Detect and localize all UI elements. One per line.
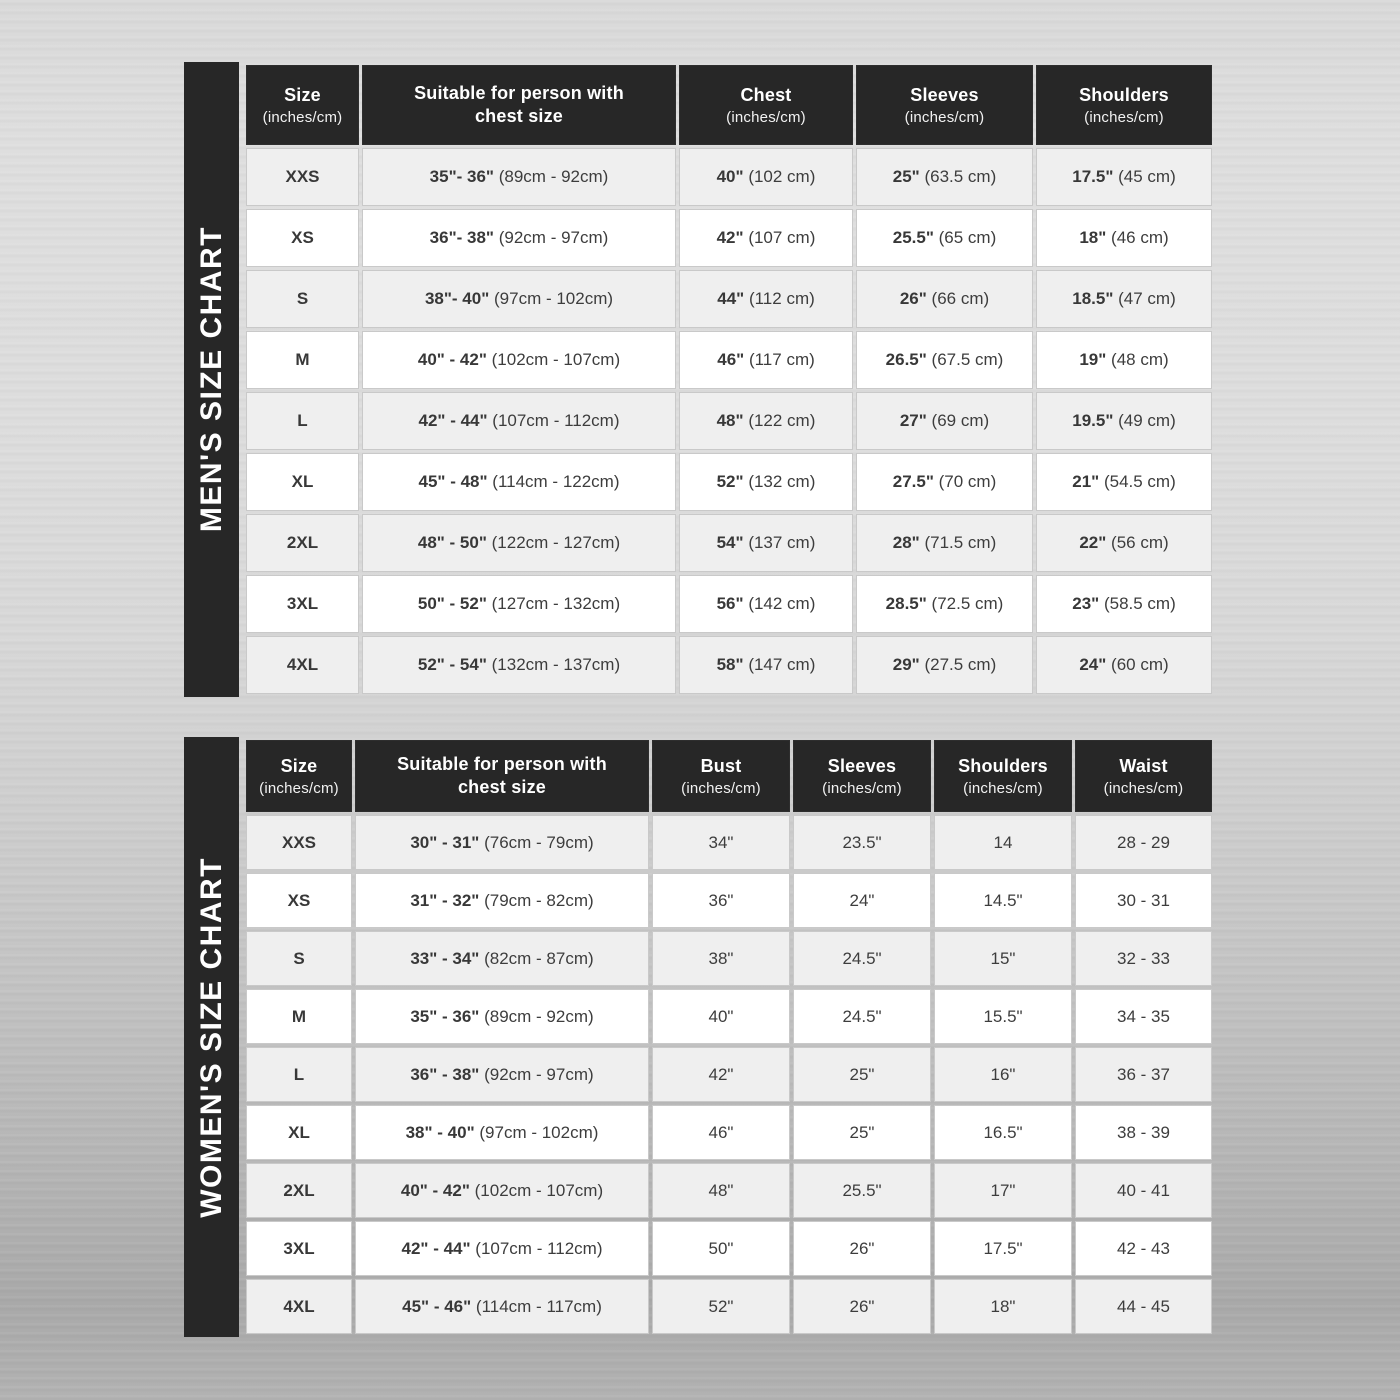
table-row bbox=[246, 636, 1212, 694]
value-cell: 44 - 45 bbox=[1075, 1279, 1212, 1334]
value-cell: 14.5" bbox=[934, 873, 1072, 928]
table-row bbox=[246, 1047, 1212, 1102]
value-cell: 52" bbox=[652, 1279, 790, 1334]
column-label: Suitable for person with chest size bbox=[414, 82, 624, 126]
value-cell: 23.5" bbox=[793, 815, 931, 870]
column-sublabel: (inches/cm) bbox=[681, 779, 761, 797]
value-cell: 38 - 39 bbox=[1075, 1105, 1212, 1160]
value-cell: 48" - 50" (122cm - 127cm) bbox=[362, 514, 676, 572]
value-cell: 42" - 44" (107cm - 112cm) bbox=[355, 1221, 649, 1276]
column-header bbox=[679, 65, 853, 145]
value-cell: 38" bbox=[652, 931, 790, 986]
table-row bbox=[246, 989, 1212, 1044]
value-cell: 28.5" (72.5 cm) bbox=[856, 575, 1033, 633]
value-cell: 40" - 42" (102cm - 107cm) bbox=[362, 331, 676, 389]
value-cell: 31" - 32" (79cm - 82cm) bbox=[355, 873, 649, 928]
value-cell: 25" (63.5 cm) bbox=[856, 148, 1033, 206]
value-cell: 15.5" bbox=[934, 989, 1072, 1044]
column-header bbox=[355, 740, 649, 812]
value-cell: 26" (66 cm) bbox=[856, 270, 1033, 328]
mens-size-chart-section bbox=[184, 62, 1215, 697]
column-header bbox=[856, 65, 1033, 145]
value-cell: 25" bbox=[793, 1047, 931, 1102]
column-label: Shoulders bbox=[958, 756, 1048, 777]
size-cell: M bbox=[246, 331, 359, 389]
value-cell: 19.5" (49 cm) bbox=[1036, 392, 1212, 450]
table-row bbox=[246, 514, 1212, 572]
value-cell: 18.5" (47 cm) bbox=[1036, 270, 1212, 328]
mens-table-body bbox=[246, 148, 1212, 694]
mens-size-table bbox=[243, 62, 1215, 697]
table-row bbox=[246, 873, 1212, 928]
size-cell: L bbox=[246, 392, 359, 450]
column-header bbox=[362, 65, 676, 145]
value-cell: 24" bbox=[793, 873, 931, 928]
table-row bbox=[246, 270, 1212, 328]
value-cell: 36" bbox=[652, 873, 790, 928]
value-cell: 48" (122 cm) bbox=[679, 392, 853, 450]
table-row bbox=[246, 575, 1212, 633]
value-cell: 24" (60 cm) bbox=[1036, 636, 1212, 694]
size-cell: S bbox=[246, 931, 352, 986]
value-cell: 26" bbox=[793, 1221, 931, 1276]
value-cell: 40" (102 cm) bbox=[679, 148, 853, 206]
value-cell: 38" - 40" (97cm - 102cm) bbox=[355, 1105, 649, 1160]
womens-chart-side-label bbox=[184, 737, 239, 1337]
value-cell: 54" (137 cm) bbox=[679, 514, 853, 572]
column-sublabel: (inches/cm) bbox=[259, 779, 339, 797]
value-cell: 36 - 37 bbox=[1075, 1047, 1212, 1102]
mens-chart-title: MEN'S SIZE CHART bbox=[194, 226, 228, 533]
value-cell: 14 bbox=[934, 815, 1072, 870]
value-cell: 17" bbox=[934, 1163, 1072, 1218]
column-header bbox=[793, 740, 931, 812]
column-label: Waist bbox=[1119, 756, 1168, 777]
size-cell: XL bbox=[246, 1105, 352, 1160]
column-sublabel: (inches/cm) bbox=[726, 108, 806, 126]
value-cell: 34" bbox=[652, 815, 790, 870]
value-cell: 50" bbox=[652, 1221, 790, 1276]
value-cell: 45" - 46" (114cm - 117cm) bbox=[355, 1279, 649, 1334]
value-cell: 15" bbox=[934, 931, 1072, 986]
value-cell: 33" - 34" (82cm - 87cm) bbox=[355, 931, 649, 986]
column-sublabel: (inches/cm) bbox=[262, 108, 343, 126]
column-sublabel: (inches/cm) bbox=[822, 779, 902, 797]
value-cell: 17.5" (45 cm) bbox=[1036, 148, 1212, 206]
value-cell: 52" (132 cm) bbox=[679, 453, 853, 511]
column-header bbox=[934, 740, 1072, 812]
value-cell: 58" (147 cm) bbox=[679, 636, 853, 694]
size-cell: S bbox=[246, 270, 359, 328]
value-cell: 42 - 43 bbox=[1075, 1221, 1212, 1276]
column-header bbox=[246, 65, 359, 145]
value-cell: 24.5" bbox=[793, 989, 931, 1044]
column-label: Size bbox=[284, 85, 321, 106]
column-sublabel: (inches/cm) bbox=[1084, 108, 1164, 126]
value-cell: 26" bbox=[793, 1279, 931, 1334]
column-label: Sleeves bbox=[910, 85, 979, 106]
value-cell: 30" - 31" (76cm - 79cm) bbox=[355, 815, 649, 870]
value-cell: 40" bbox=[652, 989, 790, 1044]
value-cell: 23" (58.5 cm) bbox=[1036, 575, 1212, 633]
size-cell: XS bbox=[246, 209, 359, 267]
value-cell: 28" (71.5 cm) bbox=[856, 514, 1033, 572]
mens-table-header bbox=[246, 65, 1212, 145]
value-cell: 34 - 35 bbox=[1075, 989, 1212, 1044]
table-row bbox=[246, 1105, 1212, 1160]
value-cell: 27.5" (70 cm) bbox=[856, 453, 1033, 511]
table-row bbox=[246, 392, 1212, 450]
value-cell: 25.5" (65 cm) bbox=[856, 209, 1033, 267]
size-cell: XXS bbox=[246, 148, 359, 206]
column-label: Bust bbox=[700, 756, 742, 777]
value-cell: 46" bbox=[652, 1105, 790, 1160]
value-cell: 46" (117 cm) bbox=[679, 331, 853, 389]
size-cell: M bbox=[246, 989, 352, 1044]
value-cell: 50" - 52" (127cm - 132cm) bbox=[362, 575, 676, 633]
value-cell: 16" bbox=[934, 1047, 1072, 1102]
value-cell: 35" - 36" (89cm - 92cm) bbox=[355, 989, 649, 1044]
size-cell: 3XL bbox=[246, 1221, 352, 1276]
value-cell: 42" (107 cm) bbox=[679, 209, 853, 267]
value-cell: 26.5" (67.5 cm) bbox=[856, 331, 1033, 389]
column-label: Shoulders bbox=[1079, 85, 1169, 106]
size-cell: 3XL bbox=[246, 575, 359, 633]
value-cell: 36"- 38" (92cm - 97cm) bbox=[362, 209, 676, 267]
size-cell: L bbox=[246, 1047, 352, 1102]
womens-table-header bbox=[246, 740, 1212, 812]
size-cell: XXS bbox=[246, 815, 352, 870]
value-cell: 48" bbox=[652, 1163, 790, 1218]
value-cell: 28 - 29 bbox=[1075, 815, 1212, 870]
size-cell: XL bbox=[246, 453, 359, 511]
size-cell: 4XL bbox=[246, 1279, 352, 1334]
size-cell: XS bbox=[246, 873, 352, 928]
value-cell: 25.5" bbox=[793, 1163, 931, 1218]
value-cell: 24.5" bbox=[793, 931, 931, 986]
womens-size-table bbox=[243, 737, 1215, 1337]
header-row bbox=[246, 740, 1212, 812]
value-cell: 17.5" bbox=[934, 1221, 1072, 1276]
table-row bbox=[246, 331, 1212, 389]
size-cell: 4XL bbox=[246, 636, 359, 694]
value-cell: 29" (27.5 cm) bbox=[856, 636, 1033, 694]
column-label: Chest bbox=[740, 85, 792, 106]
value-cell: 30 - 31 bbox=[1075, 873, 1212, 928]
mens-chart-side-label bbox=[184, 62, 239, 697]
table-row bbox=[246, 209, 1212, 267]
womens-chart-title: WOMEN'S SIZE CHART bbox=[194, 856, 228, 1218]
value-cell: 18" bbox=[934, 1279, 1072, 1334]
value-cell: 35"- 36" (89cm - 92cm) bbox=[362, 148, 676, 206]
column-header bbox=[1075, 740, 1212, 812]
value-cell: 44" (112 cm) bbox=[679, 270, 853, 328]
womens-table-body bbox=[246, 815, 1212, 1334]
column-sublabel: (inches/cm) bbox=[963, 779, 1043, 797]
value-cell: 25" bbox=[793, 1105, 931, 1160]
table-row bbox=[246, 1279, 1212, 1334]
value-cell: 16.5" bbox=[934, 1105, 1072, 1160]
column-header bbox=[652, 740, 790, 812]
value-cell: 40" - 42" (102cm - 107cm) bbox=[355, 1163, 649, 1218]
value-cell: 36" - 38" (92cm - 97cm) bbox=[355, 1047, 649, 1102]
value-cell: 42" bbox=[652, 1047, 790, 1102]
column-label: Suitable for person with chest size bbox=[397, 753, 607, 797]
value-cell: 18" (46 cm) bbox=[1036, 209, 1212, 267]
value-cell: 38"- 40" (97cm - 102cm) bbox=[362, 270, 676, 328]
value-cell: 22" (56 cm) bbox=[1036, 514, 1212, 572]
header-row bbox=[246, 65, 1212, 145]
value-cell: 56" (142 cm) bbox=[679, 575, 853, 633]
value-cell: 27" (69 cm) bbox=[856, 392, 1033, 450]
value-cell: 45" - 48" (114cm - 122cm) bbox=[362, 453, 676, 511]
value-cell: 21" (54.5 cm) bbox=[1036, 453, 1212, 511]
column-header bbox=[246, 740, 352, 812]
value-cell: 52" - 54" (132cm - 137cm) bbox=[362, 636, 676, 694]
column-label: Sleeves bbox=[827, 756, 897, 777]
column-header bbox=[1036, 65, 1212, 145]
column-sublabel: (inches/cm) bbox=[1103, 779, 1184, 797]
value-cell: 19" (48 cm) bbox=[1036, 331, 1212, 389]
table-row bbox=[246, 1221, 1212, 1276]
table-row bbox=[246, 815, 1212, 870]
table-row bbox=[246, 931, 1212, 986]
column-label: Size bbox=[280, 756, 318, 777]
value-cell: 32 - 33 bbox=[1075, 931, 1212, 986]
value-cell: 40 - 41 bbox=[1075, 1163, 1212, 1218]
table-row bbox=[246, 453, 1212, 511]
value-cell: 42" - 44" (107cm - 112cm) bbox=[362, 392, 676, 450]
column-sublabel: (inches/cm) bbox=[904, 108, 985, 126]
size-cell: 2XL bbox=[246, 1163, 352, 1218]
womens-size-chart-section bbox=[184, 737, 1215, 1337]
size-cell: 2XL bbox=[246, 514, 359, 572]
table-row bbox=[246, 148, 1212, 206]
table-row bbox=[246, 1163, 1212, 1218]
